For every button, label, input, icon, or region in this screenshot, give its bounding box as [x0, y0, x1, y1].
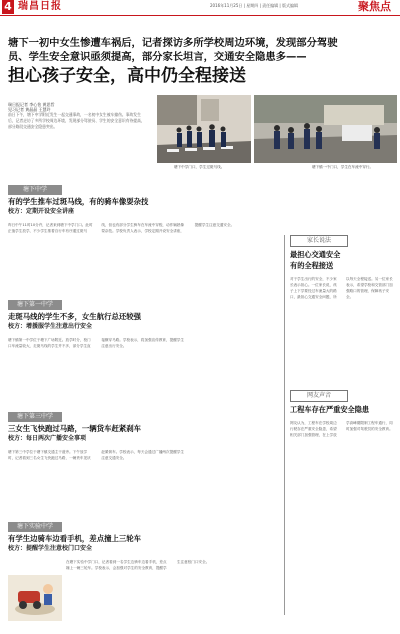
sidebar-tag-2: 网友声音 [290, 390, 348, 402]
story-title-2: 走斑马线的学生不多，女生航行总还较强 [8, 312, 142, 321]
dateline: 2016年11月25日 | 星期四 | 责任编辑 | 版式编辑 [210, 3, 299, 8]
story-title-4: 有学生边骑车边看手机，差点撞上三轮车 [8, 534, 142, 543]
photo-caption-1: 塘下中学门口，学生过斑马线。 [174, 165, 225, 169]
story-tag-4: 塘下实验中学 [8, 522, 62, 532]
column-divider [284, 235, 285, 615]
sidebar-title-1a: 最担心交通安全 [290, 250, 341, 259]
headline-line-2: 员、学生安全意识亟须提高，部分家长坦言，交通安全隐患多—— [8, 51, 307, 63]
story-body-2: 塘下镇第一中学位于塘下广场附近。放学时分，校门口车流量较大，走斑马线的学生并不多，部分学生直接横穿马路。学校表示，将加强宣传教育，提醒学生注意出行安全。 [8, 338, 184, 348]
story-title-1: 有的学生推车过斑马线，有的骑车像耍杂技 [8, 197, 149, 206]
lede-paragraph: 前日下午，塘下中学附近发生一起交通事故，一名初中女生被车撞伤。事故发生后，记者走访了多所学校周边环境，发现部分驾驶员、学生的安全意识有待提高，部分路段交通安全隐患突出。 [8, 112, 145, 129]
story-tag-3: 塘下第三中学 [8, 412, 62, 422]
story-subtitle-3: 校方：每日两次广播安全事项 [8, 435, 87, 442]
main-headline: 担心孩子安全，高中仍全程接送 [8, 66, 246, 86]
story-tag-1: 塘下中学 [8, 185, 62, 195]
photo-crosswalk [157, 95, 251, 163]
story-subtitle-4: 校方：提醒学生注意校门口安全 [8, 545, 93, 552]
story-subtitle-2: 校方：增援服学生注意出行安全 [8, 323, 93, 330]
story-body-4: 在塘下实验中学门口，记者看到一名学生边骑车边看手机，差点撞上一辆三轮车。学校表示，会加强对学生的安全教育，提醒学生注意校门口安全。 [66, 560, 210, 570]
story-tag-2: 塘下第一中学 [8, 300, 62, 310]
masthead [0, 0, 400, 14]
sidebar-tag-1: 家长说法 [290, 235, 348, 247]
paper-name: 瑞昌日报 [18, 1, 62, 12]
sidebar-body-1: 对于学生出行的安全，不少家长表示担心。一位家长说，孩子上下学要经过车流量大的路口，最担心交通安全问题，所以每天全程接送。另一位家长表示，希望学校和交管部门加强路口的管理，保障孩子安全。 [290, 277, 393, 299]
section-name: 聚焦点 [358, 0, 391, 13]
byline-sub: 见习记者 黄晶晶 王慧玲 [8, 107, 51, 112]
photo-school-gate [254, 95, 397, 163]
headline-line-1: 塘下一初中女生惨遭车祸后，记者探访多所学校周边环境，发现部分驾驶 [8, 37, 338, 49]
story-subtitle-1: 校方：定期开设安全讲座 [8, 208, 75, 215]
cartoon-illustration [8, 575, 62, 621]
sidebar-title-2: 工程车存在严重安全隐患 [290, 405, 370, 414]
sidebar-title-1b: 有的全程接送 [290, 261, 334, 270]
story-title-3: 三女生飞快跑过马路，一辆货车赶紧刹车 [8, 424, 142, 433]
story-body-1: 昨日中午11时10分许，记者来到塘下中学门口。此时正值学生放学，不少学生推着自行车有序通过斑马线，但也有部分学生骑车在车流中穿梭，动作娴熟像耍杂技。学校负责人表示，学校定期开设安全讲座，提醒学生注意交通安全。 [8, 223, 235, 233]
masthead-rule [0, 15, 400, 16]
photo-caption-2: 塘下镇一中门口，学生在车流中穿行。 [312, 165, 374, 169]
byline [8, 102, 148, 112]
byline-reporter: 瑞日报记者 李心怡 黄思哲 [8, 102, 55, 107]
story-body-3: 塘下第三中学位于塘下镇交通主干道旁。下午放学时，记者看到三名女生飞快跑过马路，一辆货车见状赶紧刹车。学校表示，每天会通过广播两次提醒学生注意交通安全。 [8, 450, 184, 460]
page-number: 4 [2, 0, 14, 14]
sidebar-body-2: 网友认为，工程车在学校周边行驶存在严重安全隐患，希望相关部门加强管理，在上学放学高峰期限制工程车通行，同时加强对驾驶员的安全教育。 [290, 421, 393, 437]
